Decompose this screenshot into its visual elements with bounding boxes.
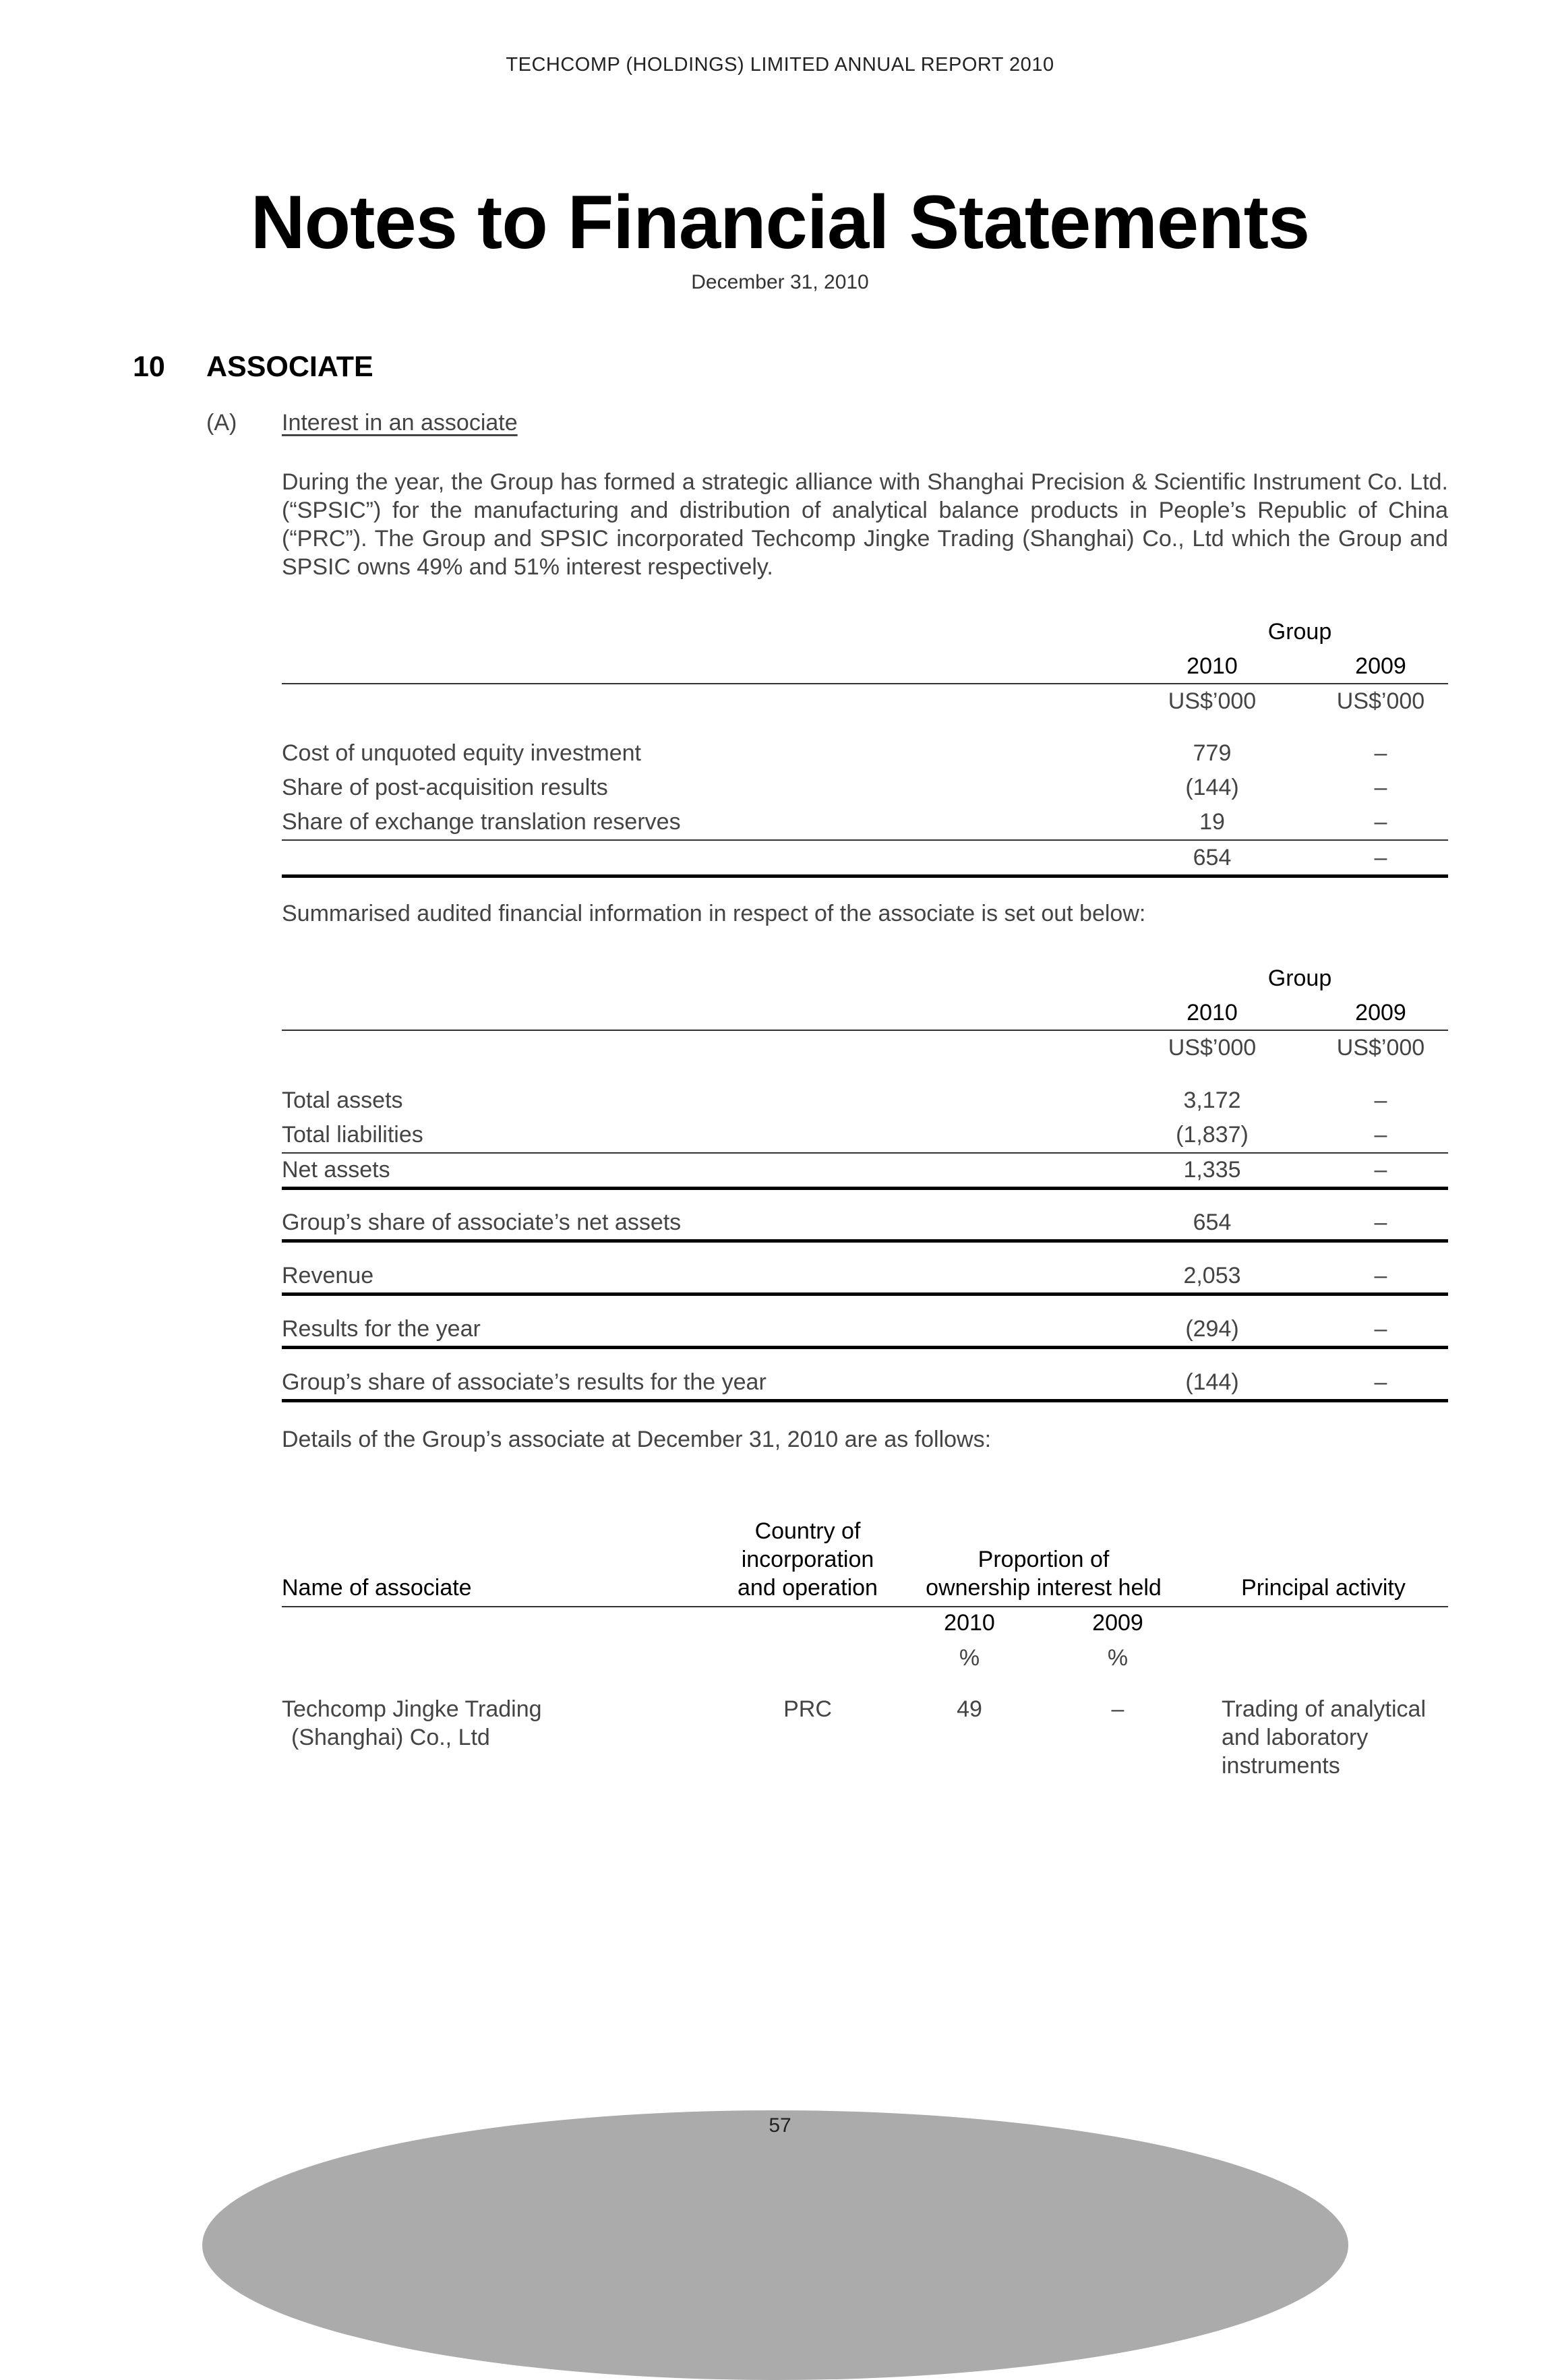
total-rule [282,1346,1448,1349]
table-row [282,1259,1448,1292]
row-label: Cost of unquoted equity investment [282,740,641,766]
value-2009: – [1374,1157,1387,1183]
activity-line2: and laboratory [1222,1725,1369,1750]
associate-name-line1: Techcomp Jingke Trading [282,1696,542,1722]
row-label: Results for the year [282,1316,481,1342]
section-title: ASSOCIATE [206,351,373,383]
row-label: Revenue [282,1263,374,1288]
total-rule [282,874,1448,878]
value-2010: (294) [1185,1316,1239,1342]
value-2009: – [1374,809,1387,835]
table-row [282,1206,1448,1239]
total-rule [282,1239,1448,1243]
year-header-2009: 2009 [1355,653,1406,679]
total-2009: – [1374,845,1387,870]
row-label: Share of post-acquisition results [282,775,608,800]
year-header-2009: 2009 [1355,1000,1406,1025]
table-row [282,1118,1448,1152]
value-2010: (144) [1185,1369,1239,1395]
group-header: Group [1267,965,1332,991]
value-2009: – [1374,1122,1387,1148]
value-2010: 779 [1193,740,1232,766]
ownership-2010: 49 [957,1696,982,1722]
value-2010: 19 [1199,809,1225,835]
table-row [282,805,1448,839]
header-rule [282,1606,1448,1607]
unit-2010: US$’000 [1168,688,1257,714]
total-row [282,841,1448,874]
value-2010: (1,837) [1176,1122,1249,1148]
value-2009: – [1374,1316,1387,1342]
table-row [282,1365,1448,1399]
row-label: Group’s share of associate’s results for the year [282,1369,767,1395]
page-number: 57 [769,2114,791,2137]
associate-country: PRC [783,1696,832,1722]
total-rule [282,1292,1448,1296]
value-2009: – [1374,1369,1387,1395]
col-header-country-line1: Country of [754,1518,861,1544]
details-intro: Details of the Group’s associate at December 31, 2010 are as follows: [282,1427,992,1452]
table-row [282,771,1448,804]
unit-2009: US$’000 [1336,1035,1425,1061]
value-2010: 654 [1193,1210,1232,1235]
value-2009: – [1374,740,1387,766]
value-2009: – [1374,1088,1387,1113]
row-label: Share of exchange translation reserves [282,809,681,835]
col-header-activity: Principal activity [1241,1575,1406,1601]
running-header: TECHCOMP (HOLDINGS) LIMITED ANNUAL REPORT 2010 [506,54,1054,76]
subsection-letter: (A) [206,410,237,436]
value-2010: 1,335 [1183,1157,1241,1183]
value-2009: – [1374,775,1387,800]
page-title: Notes to Financial Statements [250,180,1310,264]
unit-2009: US$’000 [1336,688,1425,714]
row-label: Group’s share of associate’s net assets [282,1210,682,1235]
table-row [282,736,1448,770]
percent-unit-2009: % [1107,1645,1129,1671]
col-header-country-line3: and operation [738,1575,878,1601]
footer-decoration [202,2110,1348,2380]
table-row [282,1312,1448,1346]
year-header-2009: 2009 [1092,1610,1143,1636]
table-row [282,1153,1448,1187]
intro-paragraph: During the year, the Group has formed a strategic alliance with Shanghai Precision & Scientific Instrument Co. Ltd. (“SPSIC”) for the manufacturing and distribution of analytical balance products in People’s Republic of China (“PRC”). The Group and SPSIC incorporated Techcomp Jingke Trading (Shanghai) Co., Ltd which the Group and SPSIC owns 49% and 51% interest respectively. [282,469,1448,580]
year-header-2010: 2010 [944,1610,995,1636]
total-2010: 654 [1193,845,1232,870]
summary-intro: Summarised audited financial information in respect of the associate is set out below: [282,901,1146,926]
col-header-proportion-line1: Proportion of [978,1547,1110,1572]
total-rule [282,1399,1448,1402]
value-2010: 3,172 [1183,1088,1241,1113]
year-header-2010: 2010 [1187,653,1238,679]
col-header-country-line2: incorporation [741,1547,874,1572]
value-2009: – [1374,1263,1387,1288]
activity-line3: instruments [1222,1753,1340,1779]
unit-2010: US$’000 [1168,1035,1257,1061]
subsection-title: Interest in an associate [282,410,518,436]
row-label: Total assets [282,1088,403,1113]
year-header-2010: 2010 [1187,1000,1238,1025]
value-2010: (144) [1185,775,1239,800]
col-header-name: Name of associate [282,1575,472,1601]
percent-unit-2010: % [959,1645,980,1671]
value-2010: 2,053 [1183,1263,1241,1288]
page-date: December 31, 2010 [691,271,869,293]
row-label: Net assets [282,1157,390,1183]
value-2009: – [1374,1210,1387,1235]
ownership-2009: – [1111,1696,1124,1722]
total-rule [282,1187,1448,1190]
table-row [282,1083,1448,1117]
group-header: Group [1267,619,1332,645]
associate-name-line2: (Shanghai) Co., Ltd [291,1725,490,1750]
col-header-proportion-line2: ownership interest held [926,1575,1162,1601]
section-number: 10 [133,351,165,383]
activity-line1: Trading of analytical [1222,1696,1427,1722]
row-label: Total liabilities [282,1122,423,1148]
